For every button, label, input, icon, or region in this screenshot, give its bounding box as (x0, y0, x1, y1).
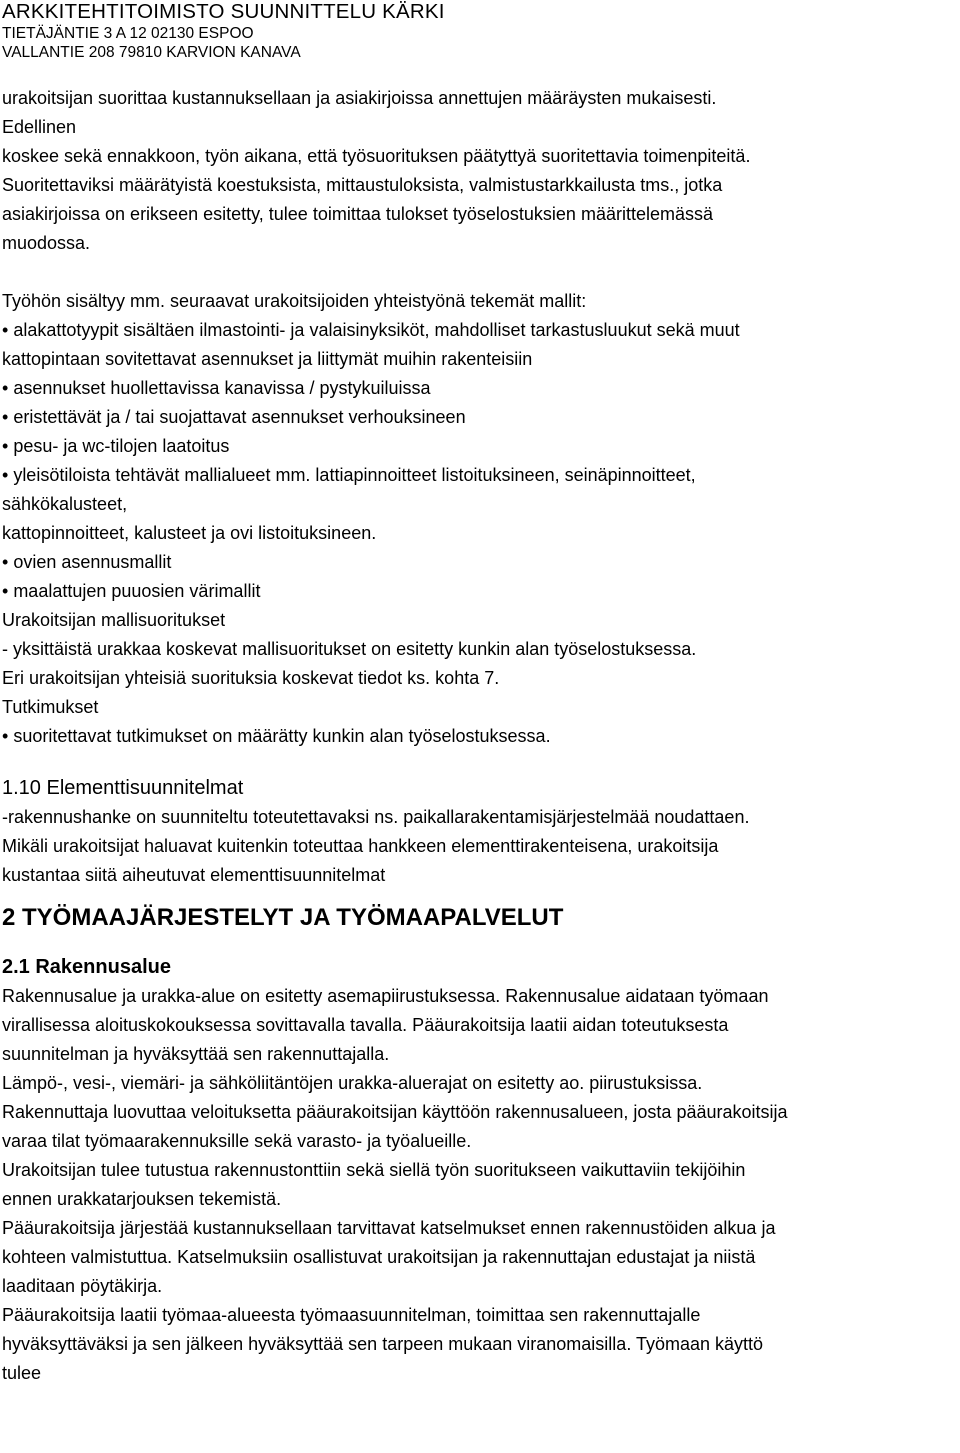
text-line: ennen urakkatarjouksen tekemistä. (2, 1189, 282, 1209)
address-line-1: TIETÄJÄNTIE 3 A 12 02130 ESPOO (2, 25, 254, 42)
bullet-item: • asennukset huollettavissa kanavissa / pystykuiluissa (2, 374, 957, 403)
bullet-item: • maalattujen puuosien värimallit (2, 577, 957, 606)
text-line: tulee (2, 1363, 42, 1383)
document-body (2, 84, 957, 1388)
text-line: kohteen valmistuttua. Katselmuksiin osallistuvat urakoitsijan ja rakennuttajan edustajat ja niistä (2, 1247, 756, 1267)
text-line: koskee sekä ennakkoon, työn aikana, että työsuorituksen päätyttyä suoritettavia toimenpiteitä. (2, 146, 751, 166)
text-line: Rakennuttaja luovuttaa veloituksetta pääurakoitsijan käyttöön rakennusalueen, josta pääurakoitsija (2, 1102, 788, 1122)
section-title-1-10: 1.10 Elementtisuunnitelmat (2, 777, 244, 799)
spacer (2, 258, 957, 287)
text-line: -rakennushanke on suunniteltu toteutettavaksi ns. paikallarakentamisjärjestelmää noudattaen. (2, 807, 750, 827)
bullet-item: • ovien asennusmallit (2, 548, 957, 577)
address-line-2: VALLANTIE 208 79810 KARVION KANAVA (2, 44, 301, 61)
bullet-item: • pesu- ja wc-tilojen laatoitus (2, 432, 957, 461)
bullet-item: • suoritettavat tutkimukset on määrätty kunkin alan työselostuksessa. (2, 722, 957, 751)
text-line: Mikäli urakoitsijat haluavat kuitenkin toteuttaa hankkeen elementtirakenteisena, urakoitsija (2, 836, 719, 856)
text-line: Eri urakoitsijan yhteisiä suorituksia koskevat tiedot ks. kohta 7. (2, 668, 500, 688)
chapter-heading-2: 2 TYÖMAAJÄRJESTELYT JA TYÖMAAPALVELUT (2, 904, 564, 931)
text-line: kustantaa siitä aiheutuvat elementtisuunnitelmat (2, 865, 386, 885)
paragraph-models (2, 287, 957, 751)
spacer (2, 751, 957, 774)
section-title-2-1: 2.1 Rakennusalue (2, 956, 171, 978)
bullet-item: • yleisötiloista tehtävät mallialueet mm. lattiapinnoitteet listoituksineen, seinäpinnoitteet, (2, 461, 957, 490)
text-line: laaditaan pöytäkirja. (2, 1276, 163, 1296)
text-line: Edellinen (2, 117, 77, 137)
paragraph-quality-control (2, 84, 957, 258)
text-line: Urakoitsijan tulee tutustua rakennustonttiin sekä siellä työn suoritukseen vaikuttaviin tekijöihin (2, 1160, 746, 1180)
company-name: ARKKITEHTITOIMISTO SUUNNITTELU KÄRKI (2, 0, 445, 23)
text-line: Pääurakoitsija laatii työmaa-alueesta työmaasuunnitelman, toimittaa sen rakennuttajalle (2, 1305, 701, 1325)
text-line: varaa tilat työmaarakennuksille sekä varasto- ja työalueille. (2, 1131, 472, 1151)
section-1-10-body (2, 803, 957, 890)
text-line: hyväksyttäväksi ja sen jälkeen hyväksyttää sen tarpeen mukaan viranomaisilla. Työmaan käyttö (2, 1334, 764, 1354)
text-line: suunnitelman ja hyväksyttää sen rakennuttajalla. (2, 1044, 390, 1064)
text-line: urakoitsijan suorittaa kustannuksellaan ja asiakirjoissa annettujen määräysten mukaisesti. (2, 88, 717, 108)
text-line: Rakennusalue ja urakka-alue on esitetty asemapiirustuksessa. Rakennusalue aidataan työmaan (2, 986, 769, 1006)
text-line: virallisessa aloituskokouksessa sovittavalla tavalla. Pääurakoitsija laatii aidan toteutuksesta (2, 1015, 729, 1035)
text-line: - yksittäistä urakkaa koskevat mallisuoritukset on esitetty kunkin alan työselostuksessa. (2, 639, 697, 659)
text-line: kattopintaan sovitettavat asennukset ja liittymät muihin rakenteisiin (2, 349, 533, 369)
text-line: Tutkimukset (2, 697, 99, 717)
bullet-item: • eristettävät ja / tai suojattavat asennukset verhouksineen (2, 403, 957, 432)
text-line: Urakoitsijan mallisuoritukset (2, 610, 226, 630)
text-line: Lämpö-, vesi-, viemäri- ja sähköliitäntöjen urakka-aluerajat on esitetty ao. piirustuksissa. (2, 1073, 703, 1093)
section-2-1-body (2, 982, 957, 1388)
text-line: asiakirjoissa on erikseen esitetty, tulee toimittaa tulokset työselostuksien määrittelemässä (2, 204, 713, 224)
text-line: sähkökalusteet, (2, 494, 128, 514)
text-line: Suoritettaviksi määrätyistä koestuksista, mittaustuloksista, valmistustarkkailusta tms., jotka (2, 175, 723, 195)
bullet-item: • alakattotyypit sisältäen ilmastointi- ja valaisinyksiköt, mahdolliset tarkastusluukut sekä muut (2, 316, 957, 345)
text-line: kattopinnoitteet, kalusteet ja ovi listoituksineen. (2, 523, 377, 543)
text-line: Pääurakoitsija järjestää kustannuksellaan tarvittavat katselmukset ennen rakennustöiden alkua ja (2, 1218, 776, 1238)
text-line: Työhön sisältyy mm. seuraavat urakoitsijoiden yhteistyönä tekemät mallit: (2, 291, 587, 311)
document-header (2, 0, 445, 62)
text-line: muodossa. (2, 233, 91, 253)
